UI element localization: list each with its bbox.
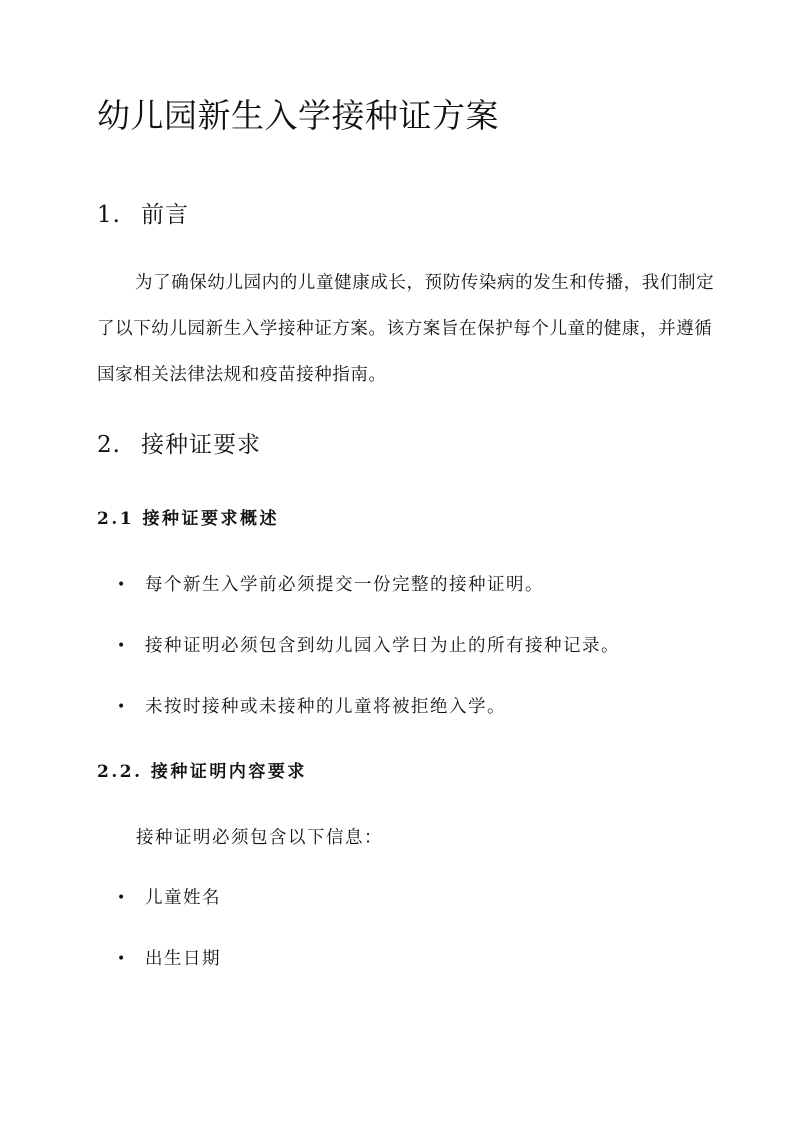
bullet-icon: • <box>117 951 127 967</box>
section-1-paragraph: 为了确保幼儿园内的儿童健康成长，预防传染病的发生和传播，我们制定了以下幼儿园新生入学接种证方案。该方案旨在保护每个儿童的健康，并遵循国家相关法律法规和疫苗接种指南。 <box>97 273 715 385</box>
section-2-title: 接种证要求 <box>141 432 261 458</box>
bullet-icon: • <box>117 699 127 715</box>
section-2-heading <box>97 430 261 460</box>
list-item <box>117 572 544 598</box>
bullet-icon: • <box>117 638 127 654</box>
list-item <box>117 694 506 720</box>
list-item-text: 每个新生入学前必须提交一份完整的接种证明。 <box>145 575 544 595</box>
list-item-text: 未按时接种或未接种的儿童将被拒绝入学。 <box>145 697 506 717</box>
subsection-2-2-heading: 2.2. 接种证明内容要求 <box>97 762 307 782</box>
section-1-number: 1. <box>97 202 121 228</box>
list-item-text: 儿童姓名 <box>145 888 221 908</box>
section-2-number: 2. <box>97 432 121 458</box>
subsection-2-2-intro: 接种证明必须包含以下信息： <box>136 828 383 848</box>
section-1-heading <box>97 200 189 230</box>
list-item <box>117 633 620 659</box>
subsection-2-1-heading: 2.1 接种证要求概述 <box>97 509 279 529</box>
document-title: 幼儿园新生入学接种证方案 <box>97 96 499 135</box>
list-item <box>117 946 221 972</box>
bullet-icon: • <box>117 890 127 906</box>
bullet-icon: • <box>117 577 127 593</box>
section-1-title: 前言 <box>141 202 189 228</box>
list-item-text: 接种证明必须包含到幼儿园入学日为止的所有接种记录。 <box>145 636 620 656</box>
list-item-text: 出生日期 <box>145 949 221 969</box>
list-item <box>117 885 221 911</box>
